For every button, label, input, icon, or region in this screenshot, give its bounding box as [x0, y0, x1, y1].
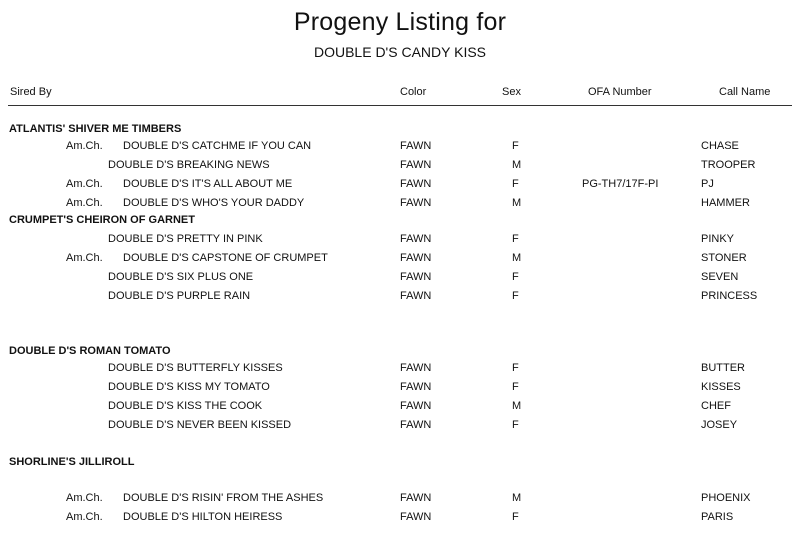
sex-cell: F	[512, 233, 519, 245]
ofa-cell: PG-TH7/17F-PI	[582, 178, 659, 190]
title-prefix: Am.Ch.	[66, 140, 103, 152]
color-cell: FAWN	[400, 492, 432, 504]
sex-cell: M	[512, 252, 522, 264]
dog-name: DOUBLE D'S HILTON HEIRESS	[123, 511, 283, 523]
color-cell: FAWN	[400, 178, 432, 190]
header-color: Color	[400, 86, 427, 98]
color-cell: FAWN	[400, 252, 432, 264]
dog-name: DOUBLE D'S WHO'S YOUR DADDY	[123, 197, 305, 209]
sex-cell: M	[512, 492, 522, 504]
dog-name: DOUBLE D'S BREAKING NEWS	[108, 159, 270, 171]
page-title: Progeny Listing for	[293, 8, 507, 36]
dog-name: DOUBLE D'S KISS THE COOK	[108, 400, 263, 412]
sex-cell: F	[512, 381, 519, 393]
color-cell: FAWN	[400, 197, 432, 209]
title-prefix: Am.Ch.	[66, 492, 103, 504]
title-prefix: Am.Ch.	[66, 252, 103, 264]
dog-name: DOUBLE D'S NEVER BEEN KISSED	[108, 419, 292, 431]
title-prefix: Am.Ch.	[66, 197, 103, 209]
sex-cell: M	[512, 400, 522, 412]
call-name-cell: HAMMER	[701, 197, 750, 209]
sex-cell: M	[512, 159, 522, 171]
sex-cell: F	[512, 140, 519, 152]
dog-name: DOUBLE D'S CAPSTONE OF CRUMPET	[123, 252, 328, 264]
call-name-cell: STONER	[701, 252, 747, 264]
color-cell: FAWN	[400, 381, 432, 393]
call-name-cell: KISSES	[701, 381, 741, 393]
dog-name: DOUBLE D'S IT'S ALL ABOUT ME	[123, 178, 293, 190]
dog-name: DOUBLE D'S CATCHME IF YOU CAN	[123, 140, 312, 152]
call-name-cell: CHEF	[701, 400, 731, 412]
dog-name: DOUBLE D'S RISIN' FROM THE ASHES	[123, 492, 324, 504]
dog-name: DOUBLE D'S KISS MY TOMATO	[108, 381, 270, 393]
color-cell: FAWN	[400, 140, 432, 152]
sex-cell: F	[512, 419, 519, 431]
call-name-cell: PJ	[701, 178, 714, 190]
header-divider	[8, 105, 792, 106]
sire-heading: ATLANTIS' SHIVER ME TIMBERS	[9, 123, 182, 135]
title-prefix: Am.Ch.	[66, 178, 103, 190]
call-name-cell: PINKY	[701, 233, 735, 245]
call-name-cell: JOSEY	[701, 419, 738, 431]
color-cell: FAWN	[400, 511, 432, 523]
sire-heading: CRUMPET'S CHEIRON OF GARNET	[9, 214, 195, 226]
header-ofa-number: OFA Number	[588, 86, 652, 98]
sex-cell: F	[512, 362, 519, 374]
call-name-cell: BUTTER	[701, 362, 745, 374]
dam-name: DOUBLE D'S CANDY KISS	[313, 44, 487, 60]
color-cell: FAWN	[400, 233, 432, 245]
sire-heading: SHORLINE'S JILLIROLL	[9, 456, 135, 468]
call-name-cell: PHOENIX	[701, 492, 751, 504]
sex-cell: F	[512, 290, 519, 302]
call-name-cell: TROOPER	[701, 159, 756, 171]
color-cell: FAWN	[400, 419, 432, 431]
sex-cell: F	[512, 511, 519, 523]
sire-heading: DOUBLE D'S ROMAN TOMATO	[9, 345, 171, 357]
color-cell: FAWN	[400, 159, 432, 171]
sex-cell: M	[512, 197, 522, 209]
header-sex: Sex	[502, 86, 521, 98]
header-sired-by: Sired By	[10, 86, 52, 98]
dog-name: DOUBLE D'S PURPLE RAIN	[108, 290, 251, 302]
call-name-cell: SEVEN	[701, 271, 739, 283]
color-cell: FAWN	[400, 271, 432, 283]
color-cell: FAWN	[400, 290, 432, 302]
dog-name: DOUBLE D'S SIX PLUS ONE	[108, 271, 254, 283]
color-cell: FAWN	[400, 400, 432, 412]
dog-name: DOUBLE D'S BUTTERFLY KISSES	[108, 362, 283, 374]
sex-cell: F	[512, 271, 519, 283]
header-call-name: Call Name	[719, 86, 771, 98]
call-name-cell: PARIS	[701, 511, 734, 523]
call-name-cell: PRINCESS	[701, 290, 758, 302]
dog-name: DOUBLE D'S PRETTY IN PINK	[108, 233, 263, 245]
call-name-cell: CHASE	[701, 140, 739, 152]
color-cell: FAWN	[400, 362, 432, 374]
sex-cell: F	[512, 178, 519, 190]
title-prefix: Am.Ch.	[66, 511, 103, 523]
